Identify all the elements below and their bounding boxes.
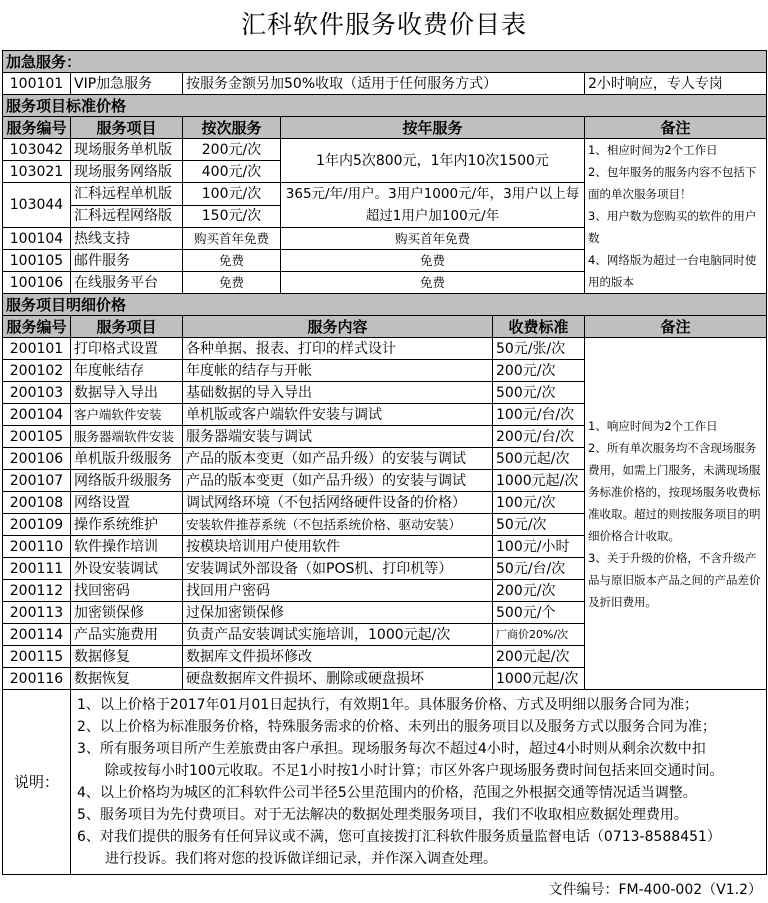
note-line: 3、关于升级的价格，不含升级产品与原旧版本产品之间的产品差价及折旧费用。 xyxy=(588,550,761,609)
service-code: 200114 xyxy=(3,624,71,646)
service-name: 邮件服务 xyxy=(71,250,183,272)
service-name: 服务器端软件安装 xyxy=(71,426,183,448)
explain-label: 说明： xyxy=(3,690,71,875)
service-content: 按模块培训用户使用软件 xyxy=(183,536,493,558)
col-header: 服务项目 xyxy=(71,117,183,139)
service-price: 厂商价20%/次 xyxy=(493,624,585,646)
note-line: 2、包年服务的服务内容不包括下面的单次服务项目！ xyxy=(588,165,757,201)
service-content: 硬盘数据库文件损坏、删除或硬盘损坏 xyxy=(183,668,493,690)
service-content: 单机版或客户端软件安装与调试 xyxy=(183,404,493,426)
service-price: 50元/台/次 xyxy=(493,558,585,580)
service-code: 100104 xyxy=(3,228,71,250)
urgent-section-row xyxy=(3,51,767,73)
service-code: 200106 xyxy=(3,448,71,470)
year-remote-price: 365元/年/用户。3用户1000元/年，3用户以上每超过1用户加100元/年 xyxy=(281,183,585,228)
service-name: 外设安装调试 xyxy=(71,558,183,580)
detail-section-title: 服务项目明细价格 xyxy=(3,294,767,316)
year-onsite-price: 1年内5次800元，1年内10次1500元 xyxy=(281,139,585,183)
service-name: 数据修复 xyxy=(71,646,183,668)
urgent-name: VIP加急服务 xyxy=(71,73,183,95)
year-price: 购买首年免费 xyxy=(281,228,585,250)
col-header: 服务内容 xyxy=(183,316,493,338)
service-name: 加密锁保修 xyxy=(71,602,183,624)
service-name: 操作系统维护 xyxy=(71,514,183,536)
service-code: 200108 xyxy=(3,492,71,514)
service-code: 100105 xyxy=(3,250,71,272)
service-price: 200元起/次 xyxy=(493,646,585,668)
service-content: 安装调试外部设备（如POS机、打印机等） xyxy=(183,558,493,580)
explain-row xyxy=(3,690,767,875)
service-code: 200103 xyxy=(3,382,71,404)
service-code: 200101 xyxy=(3,338,71,360)
document-number: 文件编号：FM-400-002（V1.2） xyxy=(548,882,762,898)
service-code: 200110 xyxy=(3,536,71,558)
service-name: 网络版升级服务 xyxy=(71,470,183,492)
service-content: 负责产品安装调试实施培训，1000元起/次 xyxy=(183,624,493,646)
service-code: 200102 xyxy=(3,360,71,382)
service-price: 100元/次 xyxy=(493,492,585,514)
col-header: 备注 xyxy=(585,117,767,139)
urgent-section-title: 加急服务： xyxy=(3,51,767,73)
service-price: 200元/次 xyxy=(493,360,585,382)
service-price: 50元/次 xyxy=(493,514,585,536)
urgent-note: 2小时响应，专人专岗 xyxy=(585,73,767,95)
col-header: 按次服务 xyxy=(183,117,281,139)
service-content: 找回用户密码 xyxy=(183,580,493,602)
service-price: 200元/次 xyxy=(493,580,585,602)
explain-line: 进行投诉。我们将对您的投诉做详细记录，并作深入调查处理。 xyxy=(105,851,497,867)
service-content: 过保加密锁保修 xyxy=(183,602,493,624)
service-name: 打印格式设置 xyxy=(71,338,183,360)
per-price: 200元/次 xyxy=(183,139,281,161)
explain-text xyxy=(71,690,767,875)
service-name: 现场服务网络版 xyxy=(71,161,183,183)
per-price: 免费 xyxy=(183,250,281,272)
col-header: 收费标准 xyxy=(493,316,585,338)
table-row xyxy=(3,73,767,95)
explain-line: 1、以上价格于2017年01月01日起执行，有效期1年。具体服务价格、方式及明细以服务合同为准； xyxy=(77,697,699,713)
service-name: 年度帐结存 xyxy=(71,360,183,382)
service-name: 汇科远程网络版 xyxy=(71,205,183,228)
service-content: 基础数据的导入导出 xyxy=(183,382,493,404)
explain-line: 除或按每小时100元收取。不足1小时按1小时计算；市区外客户现场服务费时间包括来回交通时间。 xyxy=(105,763,724,779)
note-line: 2、所有单次服务均不含现场服务费用，如需上门服务，未满现场服务标准价格的，按现场服务收费标准收取。超过的则按服务项目的明细价格合计收取。 xyxy=(588,440,761,543)
service-name: 汇科远程单机版 xyxy=(71,183,183,206)
col-header: 服务编号 xyxy=(3,316,71,338)
service-name: 数据导入导出 xyxy=(71,382,183,404)
service-name: 热线支持 xyxy=(71,228,183,250)
service-code: 100106 xyxy=(3,272,71,294)
service-content: 服务器端安装与调试 xyxy=(183,426,493,448)
service-price: 1000元起/次 xyxy=(493,668,585,690)
col-header: 服务编号 xyxy=(3,117,71,139)
service-content: 产品的版本变更（如产品升级）的安装与调试 xyxy=(183,448,493,470)
service-code: 200105 xyxy=(3,426,71,448)
service-name: 软件操作培训 xyxy=(71,536,183,558)
service-code: 103042 xyxy=(3,139,71,161)
standard-section-title: 服务项目标准价格 xyxy=(3,95,767,117)
note-line: 1、相应时间为2个工作日 xyxy=(588,143,718,157)
service-name: 网络设置 xyxy=(71,492,183,514)
urgent-code: 100101 xyxy=(3,73,71,95)
standard-notes xyxy=(585,139,767,294)
detail-notes xyxy=(585,338,767,690)
service-code: 200116 xyxy=(3,668,71,690)
service-content: 安装软件推荐系统（不包括系统价格、驱动安装） xyxy=(183,514,493,536)
service-code: 200107 xyxy=(3,470,71,492)
service-name: 数据恢复 xyxy=(71,668,183,690)
service-code: 200112 xyxy=(3,580,71,602)
detail-section-row xyxy=(3,294,767,316)
service-price: 200元/台/次 xyxy=(493,426,585,448)
explain-line: 3、所有服务项目所产生差旅费由客户承担。现场服务每次不超过4小时，超过4小时则从剩余次数中扣 xyxy=(77,741,706,757)
year-price: 免费 xyxy=(281,272,585,294)
service-name: 在线服务平台 xyxy=(71,272,183,294)
per-price: 购买首年免费 xyxy=(183,228,281,250)
service-price: 100元/小时 xyxy=(493,536,585,558)
price-table xyxy=(2,50,767,875)
explain-line: 2、以上价格为标准服务价格，特殊服务需求的价格、未列出的服务项目以及服务方式以服务合同为准； xyxy=(77,719,716,735)
col-header: 备注 xyxy=(585,316,767,338)
col-header: 服务项目 xyxy=(71,316,183,338)
table-row xyxy=(3,338,767,360)
table-row xyxy=(3,139,767,161)
page-title: 汇科软件服务收费价目表 xyxy=(240,10,527,39)
service-name: 单机版升级服务 xyxy=(71,448,183,470)
explain-line: 6、对我们提供的服务有任何异议或不满，您可直接拨打汇科软件服务质量监督电话（0713-8588451） xyxy=(77,829,721,845)
service-price: 500元/个 xyxy=(493,602,585,624)
service-content: 年度帐的结存与开帐 xyxy=(183,360,493,382)
year-price: 免费 xyxy=(281,250,585,272)
service-code: 200104 xyxy=(3,404,71,426)
col-header: 按年服务 xyxy=(281,117,585,139)
explain-line: 5、服务项目为先付费项目。对于无法解决的数据处理类服务项目，我们不收取相应数据处理费用。 xyxy=(77,807,688,823)
explain-line: 4、以上价格均为城区的汇科软件公司半径5公里范围内的价格，范围之外根据交通等情况适当调整。 xyxy=(77,785,697,801)
per-price: 150元/次 xyxy=(183,205,281,228)
per-price: 免费 xyxy=(183,272,281,294)
service-name: 找回密码 xyxy=(71,580,183,602)
service-name: 现场服务单机版 xyxy=(71,139,183,161)
service-name: 产品实施费用 xyxy=(71,624,183,646)
service-content: 调试网络环境（不包括网络硬件设备的价格） xyxy=(183,492,493,514)
service-code: 200115 xyxy=(3,646,71,668)
per-price: 100元/次 xyxy=(183,183,281,206)
urgent-desc: 按服务金额另加50%收取（适用于任何服务方式） xyxy=(183,73,585,95)
per-price: 400元/次 xyxy=(183,161,281,183)
service-price: 50元/张/次 xyxy=(493,338,585,360)
note-line: 3、用户数为您购买的软件的用户数 xyxy=(588,209,757,245)
service-code: 103044 xyxy=(3,183,71,228)
service-price: 1000元起/次 xyxy=(493,470,585,492)
standard-header-row xyxy=(3,117,767,139)
service-price: 500元/次 xyxy=(493,382,585,404)
service-name: 客户端软件安装 xyxy=(71,404,183,426)
detail-header-row xyxy=(3,316,767,338)
service-content: 数据库文件损坏修改 xyxy=(183,646,493,668)
note-line: 1、响应时间为2个工作日 xyxy=(588,418,718,433)
service-code: 200113 xyxy=(3,602,71,624)
service-content: 产品的版本变更（如产品升级）的安装与调试 xyxy=(183,470,493,492)
service-price: 100元/台/次 xyxy=(493,404,585,426)
service-code: 103021 xyxy=(3,161,71,183)
note-line: 4、网络版为超过一台电脑同时使用的版本 xyxy=(588,253,757,289)
service-code: 200111 xyxy=(3,558,71,580)
service-content: 各种单据、报表、打印的样式设计 xyxy=(183,338,493,360)
service-price: 500元起/次 xyxy=(493,448,585,470)
standard-section-row xyxy=(3,95,767,117)
service-code: 200109 xyxy=(3,514,71,536)
